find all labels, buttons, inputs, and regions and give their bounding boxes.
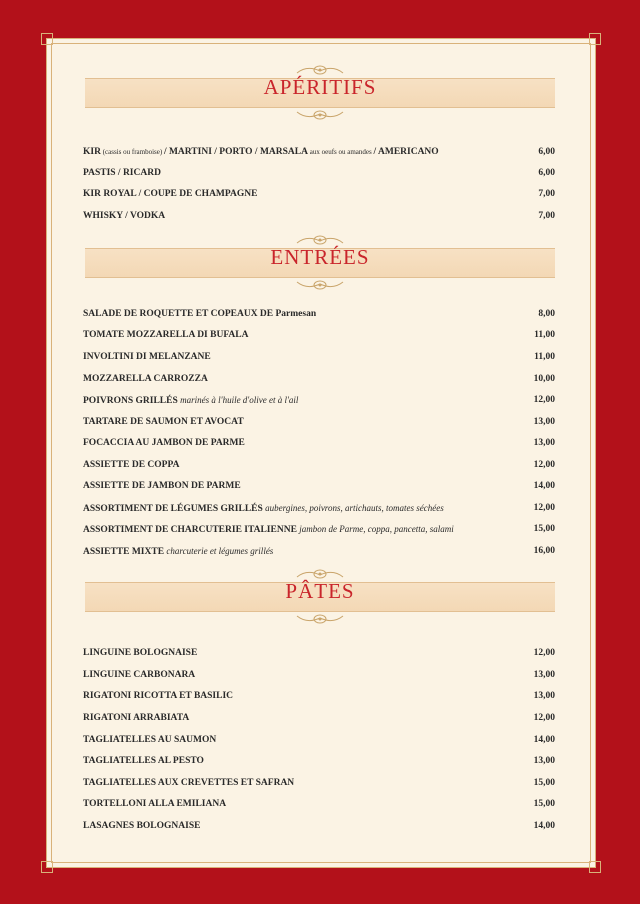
item-price: 11,00: [534, 330, 555, 340]
item-price: 11,00: [534, 352, 555, 362]
menu-item: [83, 546, 555, 562]
pates-header: [85, 565, 555, 621]
aperitifs-header: [85, 61, 555, 117]
menu-item: [83, 352, 555, 368]
item-price: 15,00: [533, 778, 555, 788]
item-price: 12,00: [533, 503, 555, 513]
item-name: POIVRONS GRILLÉS marinés à l'huile d'olive et à l'ail: [83, 395, 299, 406]
item-price: 6,00: [538, 147, 555, 157]
menu-item: [83, 460, 555, 476]
corner-ornament: [589, 33, 601, 45]
item-description: jambon de Parme, coppa, pancetta, salami: [299, 524, 454, 534]
entrees-header: [85, 231, 555, 287]
item-description: aubergines, poivrons, artichauts, tomates séchées: [265, 503, 444, 513]
menu-item: [83, 481, 555, 497]
section-title: PÂTES: [285, 579, 355, 603]
item-price: 10,00: [533, 374, 555, 384]
menu-item: [83, 189, 555, 205]
item-price: 13,00: [533, 438, 555, 448]
flourish-icon: [295, 108, 345, 122]
item-price: 6,00: [538, 168, 555, 178]
item-name: TAGLIATELLES AL PESTO: [83, 756, 204, 766]
flourish-icon: [295, 612, 345, 626]
menu-item: [83, 503, 555, 519]
menu-item: [83, 524, 555, 540]
menu-item: [83, 330, 555, 346]
item-price: 13,00: [533, 417, 555, 427]
item-price: 14,00: [533, 481, 555, 491]
item-price: 13,00: [533, 670, 555, 680]
item-price: 7,00: [538, 189, 555, 199]
item-name: ASSIETTE MIXTE charcuterie et légumes grillés: [83, 546, 274, 557]
item-name: TORTELLONI ALLA EMILIANA: [83, 799, 227, 809]
item-price: 12,00: [533, 395, 555, 405]
item-name: TAGLIATELLES AU SAUMON: [83, 735, 217, 745]
item-name: ASSORTIMENT DE LÉGUMES GRILLÉS aubergines, poivrons, artichauts, tomates séchées: [83, 503, 444, 514]
item-name: WHISKY / VODKA: [83, 211, 166, 221]
item-price: 14,00: [533, 735, 555, 745]
menu-item: [83, 799, 555, 815]
item-price: 7,00: [538, 211, 555, 221]
item-price: 15,00: [533, 799, 555, 809]
menu-item: [83, 417, 555, 433]
corner-ornament: [41, 33, 53, 45]
menu-item: [83, 713, 555, 729]
item-name: TOMATE MOZZARELLA DI BUFALA: [83, 330, 249, 340]
item-name: INVOLTINI DI MELANZANE: [83, 352, 211, 362]
menu-item: [83, 438, 555, 454]
item-description: marinés à l'huile d'olive et à l'ail: [180, 395, 299, 405]
item-price: 12,00: [533, 460, 555, 470]
menu-item: [83, 211, 555, 227]
item-price: 12,00: [533, 713, 555, 723]
section-title: APÉRITIFS: [263, 75, 377, 99]
item-price: 12,00: [533, 648, 555, 658]
menu-item: [83, 670, 555, 686]
item-name: SALADE DE ROQUETTE ET COPEAUX DE Parmesan: [83, 309, 317, 319]
item-price: 15,00: [533, 524, 555, 534]
menu-item: [83, 821, 555, 837]
item-name: LASAGNES BOLOGNAISE: [83, 821, 201, 831]
menu-item: [83, 648, 555, 664]
item-name: LINGUINE BOLOGNAISE: [83, 648, 198, 658]
menu-item: [83, 756, 555, 772]
item-name: TARTARE DE SAUMON ET AVOCAT: [83, 417, 244, 427]
item-name: RIGATONI ARRABIATA: [83, 713, 190, 723]
menu-page: [46, 38, 596, 868]
item-name: TAGLIATELLES AUX CREVETTES ET SAFRAN: [83, 778, 295, 788]
corner-ornament: [589, 861, 601, 873]
item-name: MOZZARELLA CARROZZA: [83, 374, 208, 384]
item-name: KIR ROYAL / COUPE DE CHAMPAGNE: [83, 189, 258, 199]
item-price: 13,00: [533, 756, 555, 766]
item-price: 16,00: [533, 546, 555, 556]
menu-item: [83, 374, 555, 390]
section-title: ENTRÉES: [270, 245, 370, 269]
item-name: ASSORTIMENT DE CHARCUTERIE ITALIENNE jambon de Parme, coppa, pancetta, salami: [83, 524, 454, 535]
menu-item: [83, 168, 555, 184]
menu-item: [83, 691, 555, 707]
menu-item: [83, 395, 555, 411]
menu-item: [83, 735, 555, 751]
item-price: 8,00: [538, 309, 555, 319]
item-description: charcuterie et légumes grillés: [166, 546, 274, 556]
item-name: PASTIS / RICARD: [83, 168, 161, 178]
item-name: ASSIETTE DE COPPA: [83, 460, 180, 470]
menu-item: [83, 147, 555, 163]
menu-item: [83, 309, 555, 325]
item-name: KIR (cassis ou framboise) / MARTINI / PORTO / MARSALA aux oeufs ou amandes / AMERICANO: [83, 147, 439, 157]
flourish-icon: [295, 278, 345, 292]
item-name: FOCACCIA AU JAMBON DE PARME: [83, 438, 245, 448]
item-price: 14,00: [533, 821, 555, 831]
menu-item: [83, 778, 555, 794]
corner-ornament: [41, 861, 53, 873]
item-name: ASSIETTE DE JAMBON DE PARME: [83, 481, 241, 491]
item-name: LINGUINE CARBONARA: [83, 670, 196, 680]
item-price: 13,00: [533, 691, 555, 701]
item-name: RIGATONI RICOTTA ET BASILIC: [83, 691, 234, 701]
